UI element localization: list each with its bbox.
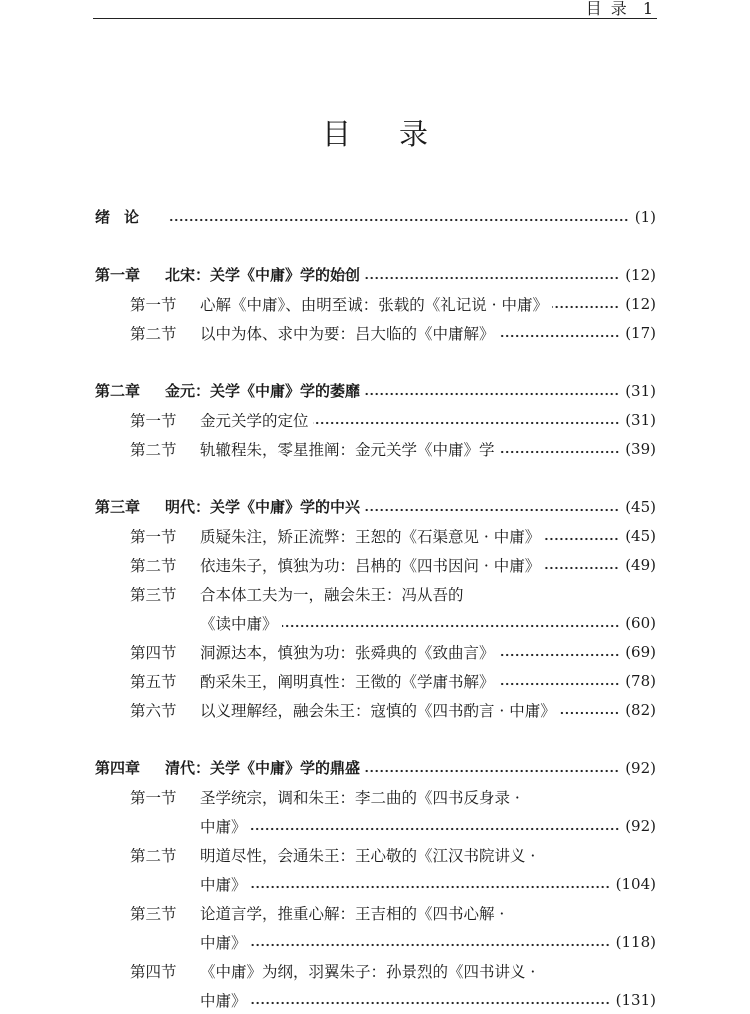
entry-title: 质疑朱注，矫正流弊：王恕的《石渠意见 · 中庸》 <box>200 527 541 546</box>
toc-section-continuation[interactable] <box>95 608 656 637</box>
toc-section-entry[interactable] <box>95 405 656 434</box>
entry-label: 绪论 <box>95 208 154 226</box>
entry-title: 以中为体、求中为要：吕大临的《中庸解》 <box>200 324 495 343</box>
dot-leader <box>313 421 620 425</box>
page-number: (31) <box>625 381 656 400</box>
dot-leader <box>499 682 620 686</box>
toc-chapter-entry[interactable] <box>95 492 656 521</box>
page-number: (45) <box>625 497 656 516</box>
toc-chapter-entry[interactable] <box>95 260 656 289</box>
toc-section-entry[interactable] <box>95 637 656 666</box>
entry-title: 明道尽性，会通朱王：王心敬的《江汉书院讲义 · <box>200 846 536 865</box>
running-header <box>93 0 657 19</box>
entry-label: 第一节 <box>130 788 177 807</box>
entry-label: 第一节 <box>130 411 177 430</box>
page-number: (17) <box>625 323 656 342</box>
toc-section-entry[interactable] <box>95 289 656 318</box>
toc-section-entry[interactable] <box>95 521 656 550</box>
entry-label: 第二节 <box>130 556 177 575</box>
page-number: (82) <box>625 700 656 719</box>
entry-title: 心解《中庸》、由明至诚：张载的《礼记说 · 中庸》 <box>200 295 549 314</box>
page-number: (49) <box>625 555 656 574</box>
page-number: (12) <box>625 294 656 313</box>
table-of-contents <box>95 202 656 1014</box>
toc-section-entry[interactable] <box>95 956 656 985</box>
toc-section-entry[interactable] <box>95 666 656 695</box>
running-header-text <box>572 0 655 19</box>
entry-label: 第三章 <box>95 498 141 516</box>
dot-leader <box>282 624 620 628</box>
dot-leader <box>364 508 619 512</box>
dot-leader <box>251 827 620 831</box>
entry-label: 第五节 <box>130 672 177 691</box>
dot-leader <box>544 537 619 541</box>
entry-title: 论道言学，推重心解：王吉相的《四书心解 · <box>200 904 505 923</box>
entry-label: 第四节 <box>130 962 177 981</box>
title-char: 目 <box>321 117 351 151</box>
dot-leader <box>169 218 629 222</box>
page-number: (12) <box>625 265 656 284</box>
entry-label: 第二章 <box>95 382 141 400</box>
entry-label: 第一节 <box>130 295 177 314</box>
toc-section-entry[interactable] <box>95 579 656 608</box>
page-number: (39) <box>625 439 656 458</box>
entry-title: 中庸》 <box>200 933 247 952</box>
entry-title: 明代：关学《中庸》学的中兴 <box>165 498 361 516</box>
toc-section-entry[interactable] <box>95 840 656 869</box>
dot-leader <box>364 276 619 280</box>
entry-title: 中庸》 <box>200 875 247 894</box>
page-number: (1) <box>634 207 656 226</box>
toc-chapter-entry[interactable] <box>95 376 656 405</box>
toc-section-continuation[interactable] <box>95 927 656 956</box>
toc-section-continuation[interactable] <box>95 811 656 840</box>
page-number: (31) <box>625 410 656 429</box>
entry-title: 《读中庸》 <box>200 614 278 633</box>
dot-leader <box>499 450 620 454</box>
page-number: (92) <box>625 758 656 777</box>
toc-section-entry[interactable] <box>95 434 656 463</box>
toc-section-continuation[interactable] <box>95 869 656 898</box>
entry-label: 第六节 <box>130 701 177 720</box>
entry-title: 以义理解经，融会朱王：寇慎的《四书酌言 · 中庸》 <box>200 701 556 720</box>
toc-intro-entry[interactable] <box>95 202 656 231</box>
entry-label: 第三节 <box>130 585 177 604</box>
page-number: (78) <box>625 671 656 690</box>
dot-leader <box>364 392 619 396</box>
entry-label: 第三节 <box>130 904 177 923</box>
toc-section-entry[interactable] <box>95 695 656 724</box>
entry-label: 第四节 <box>130 643 177 662</box>
header-section: 目 录 <box>585 0 629 18</box>
entry-title: 金元关学的定位 <box>200 411 309 430</box>
toc-section-entry[interactable] <box>95 318 656 347</box>
page-number: (60) <box>625 613 656 632</box>
entry-title: 清代：关学《中庸》学的鼎盛 <box>165 759 361 777</box>
entry-title: 圣学统宗，调和朱王：李二曲的《四书反身录 · <box>200 788 520 807</box>
entry-title: 中庸》 <box>200 817 247 836</box>
entry-title: 洞源达本，慎独为功：张舜典的《致曲言》 <box>200 643 495 662</box>
page-number: (131) <box>615 990 656 1009</box>
entry-label: 第二节 <box>130 846 177 865</box>
entry-label: 第二节 <box>130 324 177 343</box>
page-title <box>0 112 750 153</box>
page-number: (104) <box>615 874 656 893</box>
dot-leader <box>560 711 619 715</box>
dot-leader <box>544 566 619 570</box>
dot-leader <box>364 769 619 773</box>
entry-title: 中庸》 <box>200 991 247 1010</box>
page-number: (69) <box>625 642 656 661</box>
dot-leader <box>251 1001 610 1005</box>
dot-leader <box>251 885 610 889</box>
toc-section-entry[interactable] <box>95 782 656 811</box>
entry-title: 酌采朱王，阐明真性：王徵的《学庸书解》 <box>200 672 495 691</box>
dot-leader <box>251 943 610 947</box>
entry-label: 第四章 <box>95 759 141 777</box>
entry-label: 第一节 <box>130 527 177 546</box>
entry-title: 金元：关学《中庸》学的萎靡 <box>165 382 361 400</box>
entry-title: 《中庸》为纲，羽翼朱子：孙景烈的《四书讲义 · <box>200 962 536 981</box>
toc-section-entry[interactable] <box>95 898 656 927</box>
page-number: (45) <box>625 526 656 545</box>
entry-label: 第一章 <box>95 266 141 284</box>
entry-title: 北宋：关学《中庸》学的始创 <box>165 266 361 284</box>
dot-leader <box>499 653 620 657</box>
entry-title: 轨辙程朱，零星推阐：金元关学《中庸》学 <box>200 440 495 459</box>
title-char: 录 <box>399 117 429 151</box>
entry-title: 依违朱子，慎独为功：吕柟的《四书因问 · 中庸》 <box>200 556 541 575</box>
dot-leader <box>552 305 619 309</box>
toc-chapter-entry[interactable] <box>95 753 656 782</box>
dot-leader <box>499 334 620 338</box>
toc-section-entry[interactable] <box>95 550 656 579</box>
page-number: (92) <box>625 816 656 835</box>
entry-label: 第二节 <box>130 440 177 459</box>
page-number: (118) <box>615 932 656 951</box>
header-page-number: 1 <box>642 0 655 18</box>
entry-title: 合本体工夫为一，融会朱王：冯从吾的 <box>200 585 464 604</box>
